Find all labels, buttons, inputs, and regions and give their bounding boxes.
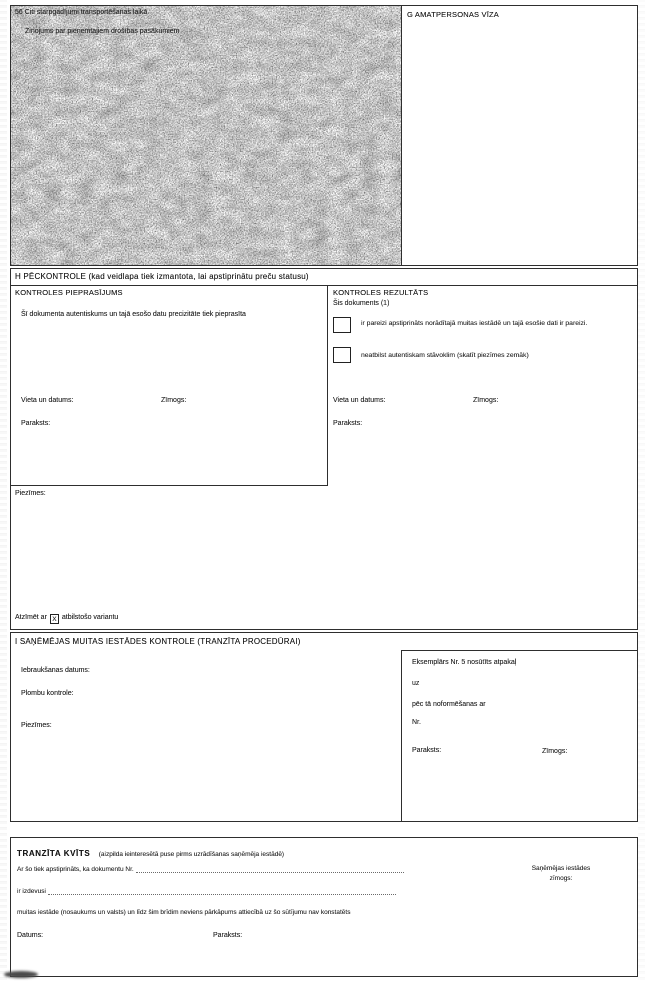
section-h-footnote: [15, 614, 118, 624]
result-stamp-label: Zīmogs:: [473, 397, 499, 404]
footnote-post: atbilstošo variantu: [61, 614, 119, 621]
receiver-office-stamp-line1: Saņēmējas iestādes: [531, 865, 591, 872]
receiver-office-stamp-line2: zīmogs:: [549, 875, 573, 883]
scan-smudge: [4, 971, 38, 978]
transit-date-label: Datums:: [17, 932, 44, 939]
result-correct-checkbox: [333, 317, 351, 333]
request-stamp-label: Zīmogs:: [161, 397, 187, 404]
box-g-official-visa: [401, 5, 638, 266]
scan-noise-texture: [11, 6, 401, 265]
footnote-pre: Atzīmēt ar: [15, 614, 47, 621]
arrival-date-label: Iebraukšanas datums:: [21, 667, 90, 674]
result-signature-label: Paraksts:: [333, 420, 363, 427]
result-option1-label: ir pareizi apstiprināts norādītajā muitas iestādē un tajā esošie dati ir pareizi.: [361, 320, 588, 327]
transit-receipt-header: [17, 843, 284, 861]
transit-line2: [17, 888, 396, 895]
control-request-box: [11, 285, 328, 486]
copy-to-label: uz: [412, 680, 420, 687]
transit-receipt-box: [10, 837, 638, 977]
result-place-date-label: Vieta un datums:: [333, 397, 386, 404]
section-i-notes-label: Piezīmes:: [21, 722, 52, 729]
control-request-body: Šī dokumenta autentiskums un tajā esošo datu precizitāte tiek pieprasīta: [21, 311, 246, 318]
control-result-title: KONTROLES REZULTĀTS: [333, 288, 429, 297]
transit-line2-dotted-field: [48, 888, 396, 895]
transit-line1: [17, 866, 404, 873]
section-h-postcontrol: [10, 268, 638, 630]
transit-receipt-title-note: (aizpilda ieinteresētā puse pirms uzrādīšanas saņēmēja iestādē): [98, 851, 285, 858]
copy-return-box: [401, 650, 638, 822]
control-request-title: KONTROLES PIEPRASĪJUMS: [15, 288, 123, 297]
result-not-authentic-checkbox: [333, 347, 351, 363]
copy-returned-label: Eksemplārs Nr. 5 nosūtīts atpakaļ: [412, 659, 517, 666]
receiver-office-stamp-label: [491, 864, 631, 885]
scan-edge-left: [0, 0, 7, 981]
transit-receipt-title: TRANZĪTA KVĪTS: [17, 849, 91, 858]
section-i-signature-label: Paraksts:: [412, 747, 442, 754]
transit-line1-text: Ar šo tiek apstiprināts, ka dokumentu Nr.: [17, 866, 134, 873]
transit-line2-text: ir izdevusi: [17, 888, 46, 895]
box-56-title: 56 Citi starpgadījumi transportēšanas laikā: [15, 9, 148, 16]
request-signature-label: Paraksts:: [21, 420, 51, 427]
section-i-destination-control: [10, 632, 638, 822]
section-h-notes-label: Piezīmes:: [15, 490, 46, 497]
transit-signature-label: Paraksts:: [213, 932, 243, 939]
request-place-date-label: Vieta un datums:: [21, 397, 74, 404]
box-56-incidents: [10, 5, 402, 266]
seal-check-label: Plombu kontrole:: [21, 690, 74, 697]
result-option2-label: neatbilst autentiskam stāvoklim (skatīt piezīmes zemāk): [361, 352, 529, 359]
section-h-title: H PĒCKONTROLE (kad veidlapa tiek izmantota, lai apstiprinātu preču statusu): [15, 272, 309, 281]
footnote-x-box: X: [50, 614, 59, 624]
nr-label: Nr.: [412, 719, 421, 726]
result-doc-line: Šis dokuments (1): [333, 300, 390, 307]
box-g-title: G AMATPERSONAS VĪZA: [407, 10, 500, 19]
transit-line1-dotted-field: [136, 866, 404, 873]
box-56-subtitle: Ziņojums par pieņemtajiem drošības pasākumiem: [25, 28, 180, 35]
transit-line3: muitas iestāde (nosaukums un valsts) un līdz šim brīdim neviens pārkāpums attiecībā uz šo sūtījumu nav konstatēts: [17, 909, 351, 916]
section-i-stamp-label: Zīmogs:: [542, 748, 568, 755]
after-processing-label: pēc tā noformēšanas ar: [412, 701, 486, 708]
section-i-title: I SAŅĒMĒJAS MUITAS IESTĀDES KONTROLE (TRANZĪTA PROCEDŪRAI): [15, 637, 301, 646]
scan-edge-right: [638, 0, 645, 981]
